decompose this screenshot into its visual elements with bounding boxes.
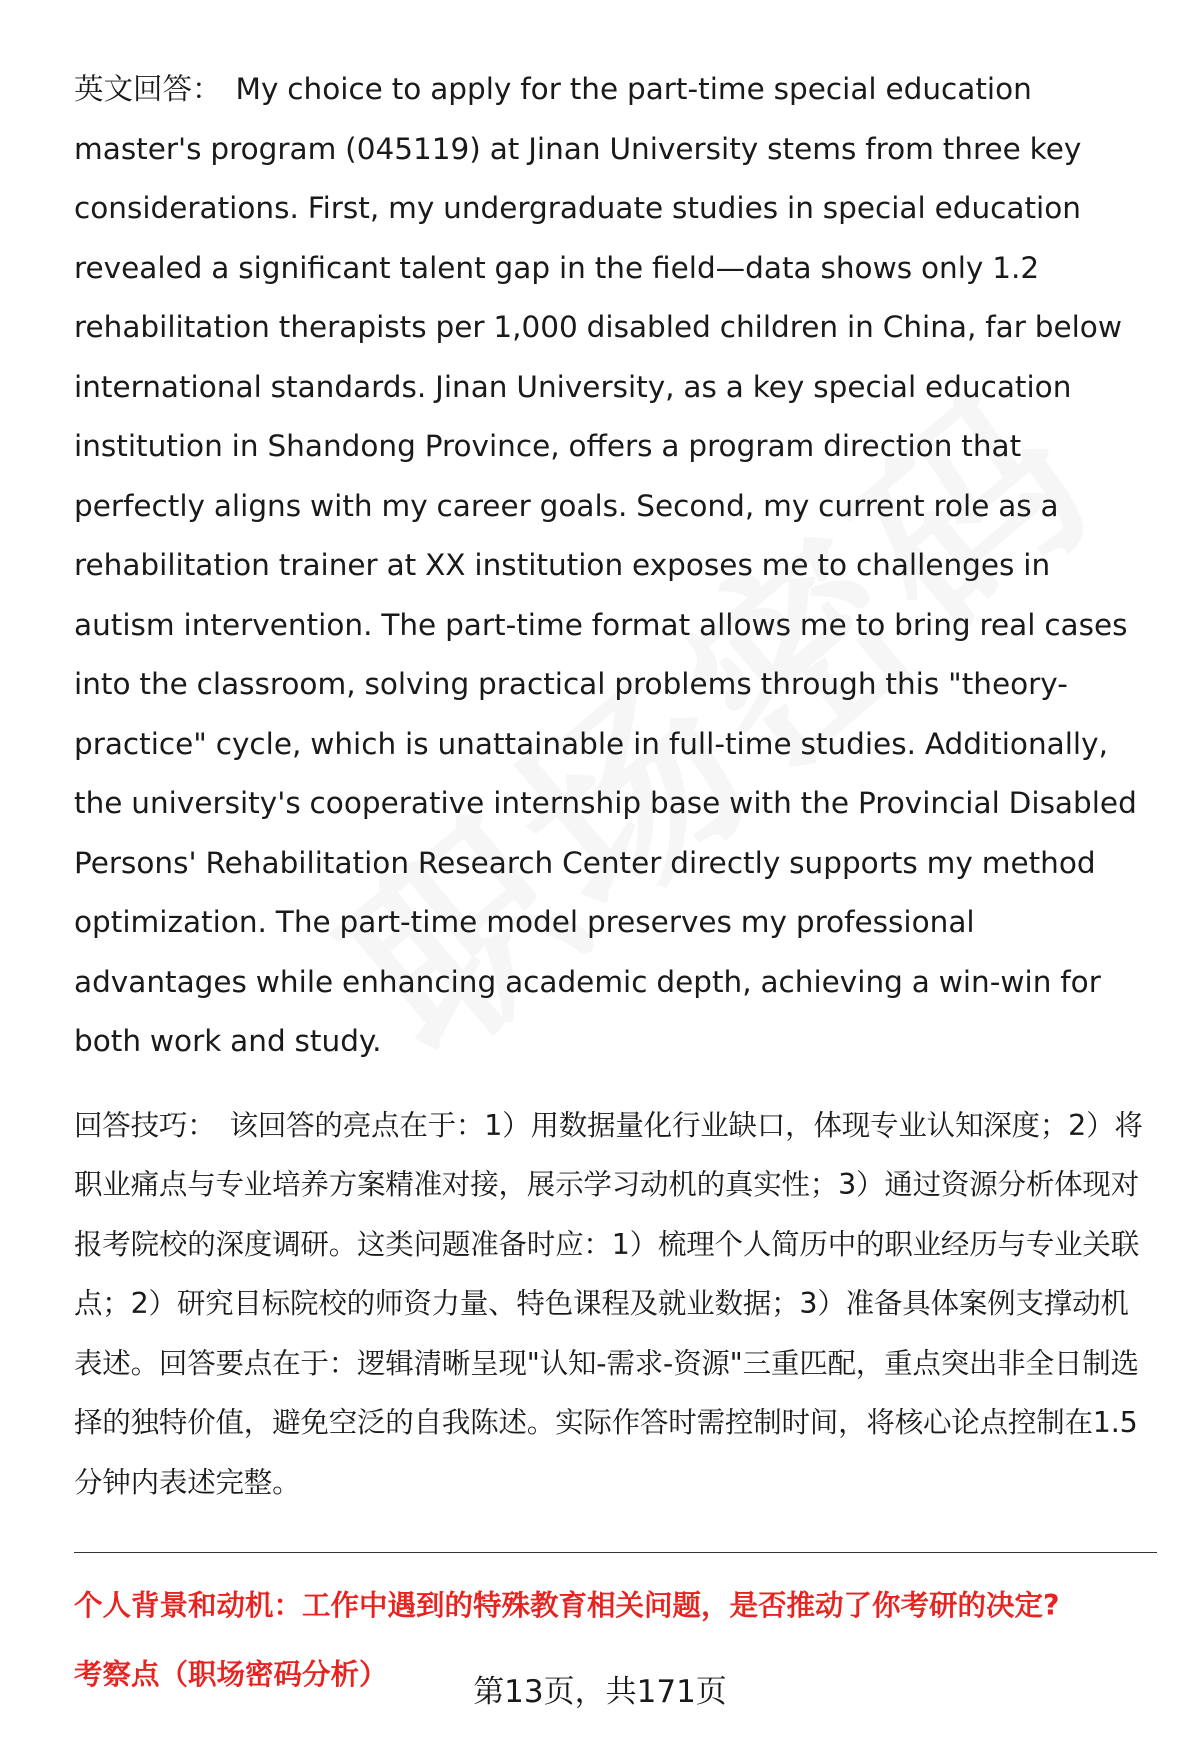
answer-tips-text: 该回答的亮点在于：1）用数据量化行业缺口，体现专业认知深度；2）将职业痛点与专业培养方案精准对接，展示学习动机的真实性；3）通过资源分析体现对报考院校的深度调研。这类问题准备时应：1）梳理个人简历中的职业经历与专业关联点；2）研究目标院校的师资力量、特色课程及就业数据；3）准备具体案例支撑动机表述。回答要点在于：逻辑清晰呈现"认知-需求-资源"三重匹配，重点突出非全日制选择的独特价值，避免空泛的自我陈述。实际作答时需控制时间，将核心论点控制在1.5分钟内表述完整。 [74,1108,1143,1499]
page-number-footer: 第13页，共171页 [473,1674,727,1710]
english-answer-paragraph [74,60,1154,1072]
section-divider [74,1552,1157,1553]
next-question-subtitle: 考察点（职场密码分析） [74,1658,388,1691]
english-answer-text: My choice to apply for the part-time special education master's program (045119) at Jinan University stems from three key considerations. First, my undergraduate studies in special education revealed a significant talent gap in the field—data shows only 1.2 rehabilitation therapists per 1,000 disabled children in China, far below international standards. Jinan University, as a key special education institution in Shandong Province, offers a program direction that perfectly aligns with my career goals. Second, my current role as a rehabilitation trainer at XX institution exposes me to challenges in autism intervention. The part-time format allows me to bring real cases into the classroom, solving practical problems through this "theory-practice" cycle, which is unattainable in full-time studies. Additionally, the university's cooperative internship base with the Provincial Disabled Persons' Rehabilitation Research Center directly supports my method optimization. The part-time model preserves my professional advantages while enhancing academic depth, achieving a win-win for both work and study. [74,72,1137,1058]
next-question-title: 个人背景和动机：工作中遇到的特殊教育相关问题，是否推动了你考研的决定? [74,1589,1060,1622]
answer-tips-label: 回答技巧： [74,1108,216,1142]
answer-tips-paragraph [74,1096,1154,1513]
document-page [74,60,1154,1709]
english-answer-label: 英文回答： [74,72,222,106]
